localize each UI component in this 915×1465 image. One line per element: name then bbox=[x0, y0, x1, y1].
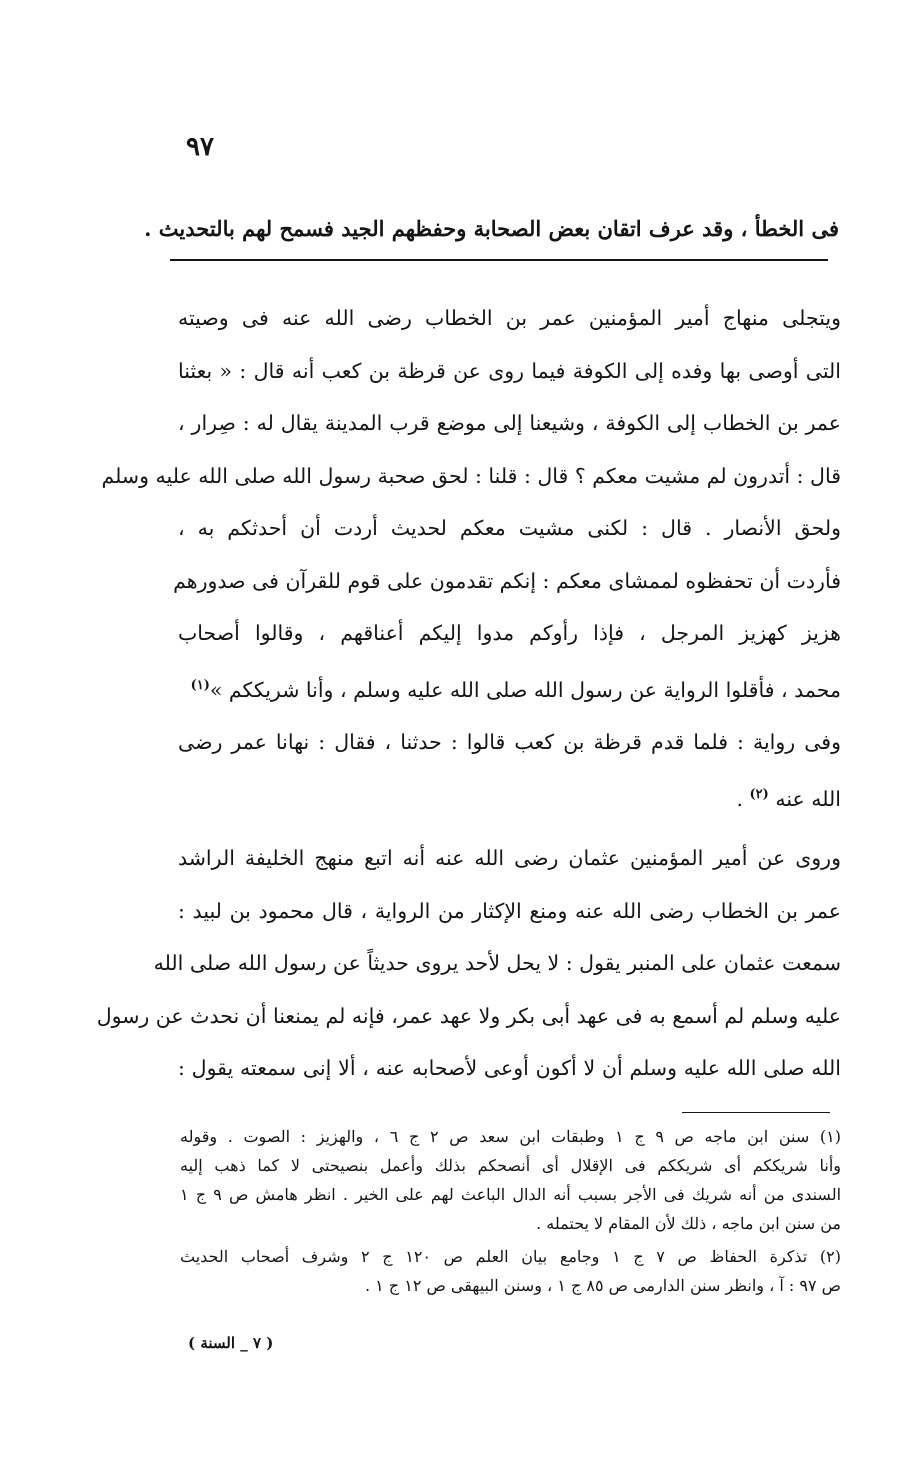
page-number: ٩٧ bbox=[186, 132, 214, 162]
sentence-end-mark: . bbox=[736, 786, 743, 811]
paragraph-line: التى أوصى بها وفده إلى الكوفة فيما روى عن قرظة بن كعب أنه قال : « بعثنا bbox=[178, 358, 841, 383]
footnote-line: (١) سنن ابن ماجه ص ٩ ج ١ وطبقات ابن سعد ص ٢ ج ٦ ، والهزيز : الصوت . وقوله bbox=[180, 1127, 842, 1146]
paragraph-line: الله صلى الله عليه وسلم أن لا أكون أوعى لأصحابه عنه ، ألا إنى سمعته يقول : bbox=[178, 1056, 841, 1080]
paragraph-line-with-footnote bbox=[178, 660, 841, 717]
paragraph-line: عمر بن الخطاب إلى الكوفة ، وشيعنا إلى موضع قرب المدينة يقال له : صِرار ، bbox=[178, 411, 841, 435]
footnote-separator bbox=[682, 1112, 830, 1113]
paragraph-line: فأردت أن تحفظوه لممشاى معكم : إنكم تقدمون على قوم للقرآن فى صدورهم bbox=[173, 568, 841, 593]
paragraph-line: عليه وسلم لم أسمع به فى عهد أبى بكر ولا عهد عمر، فإنه لم يمنعنا أن نحدث عن رسول bbox=[96, 1003, 841, 1028]
paragraph-line: وفى رواية : فلما قدم قرظة بن كعب قالوا : حدثنا ، فقال : نهانا عمر رضى bbox=[178, 730, 841, 754]
paragraph-line-with-footnote bbox=[178, 769, 841, 826]
footnote-line: (٢) تذكرة الحفاظ ص ٧ ج ١ وجامع بيان العلم ص ١٢٠ ج ٢ وشرف أصحاب الحديث bbox=[180, 1247, 841, 1266]
footnote-line: وأنا شريككم أى شريككم فى الإقلال أى أنصحكم بذلك وأعمل بنصيحتى لا كما ذهب إليه bbox=[180, 1156, 841, 1175]
paragraph-line: وروى عن أمير المؤمنين عثمان رضى الله عنه أنه اتبع منهج الخليفة الراشد bbox=[178, 846, 841, 870]
header-rule bbox=[170, 259, 828, 261]
footnote-line: السندى من أنه شريك فى الأجر بسبب أنه الدال الباعث لهم على الخير . انظر هامش ص ٩ ج ١ bbox=[180, 1185, 842, 1204]
paragraph-line: عمر بن الخطاب رضى الله عنه ومنع الإكثار من الرواية ، قال محمود بن لبيد : bbox=[178, 898, 841, 923]
paragraph-uthman-narration bbox=[96, 832, 841, 1095]
footnote-line: من سنن ابن ماجه ، ذلك لأن المقام لا يحتمله . bbox=[536, 1214, 841, 1233]
paragraph-line: ويتجلى منهاج أمير المؤمنين عمر بن الخطاب رضى الله عنه فى وصيته bbox=[178, 306, 841, 330]
paragraph-umar-instruction bbox=[101, 292, 841, 825]
footnote-1 bbox=[180, 1122, 841, 1238]
paragraph-line-text: الله عنه bbox=[775, 786, 841, 811]
footnote-line: ص ٩٧ : آ ، وانظر سنن الدارمى ص ٨٥ ج ١ ، وسنن البيهقى ص ١٢ ج ١ . bbox=[364, 1276, 841, 1295]
footnote-2 bbox=[180, 1242, 841, 1300]
paragraph-line: هزيز كهزيز المرجل ، فإذا رأوكم مدوا إليكم أعناقهم ، وقالوا أصحاب bbox=[178, 621, 841, 645]
footnote-reference-2: (٢) bbox=[749, 786, 769, 802]
printer-signature: ( ٧ _ السنة ) bbox=[188, 1334, 274, 1352]
running-header: فى الخطأ ، وقد عرف اتقان بعض الصحابة وحفظهم الجيد فسمح لهم بالتحديث . bbox=[144, 216, 839, 241]
paragraph-line: ولحق الأنصار . قال : لكنى مشيت معكم لحديث أردت أن أحدثكم به ، bbox=[178, 516, 841, 540]
paragraph-line: قال : أتدرون لم مشيت معكم ؟ قال : قلنا : لحق صحبة رسول الله صلى الله عليه وسلم bbox=[101, 463, 841, 488]
paragraph-line: سمعت عثمان على المنبر يقول : لا يحل لأحد يروى حديثاً عن رسول الله صلى الله bbox=[153, 951, 841, 975]
footnotes bbox=[180, 1122, 841, 1304]
footnote-reference-1: (١) bbox=[190, 677, 210, 693]
paragraph-line-text: محمد ، فأقلوا الرواية عن رسول الله صلى الله عليه وسلم ، وأنا شريككم » bbox=[209, 677, 841, 702]
